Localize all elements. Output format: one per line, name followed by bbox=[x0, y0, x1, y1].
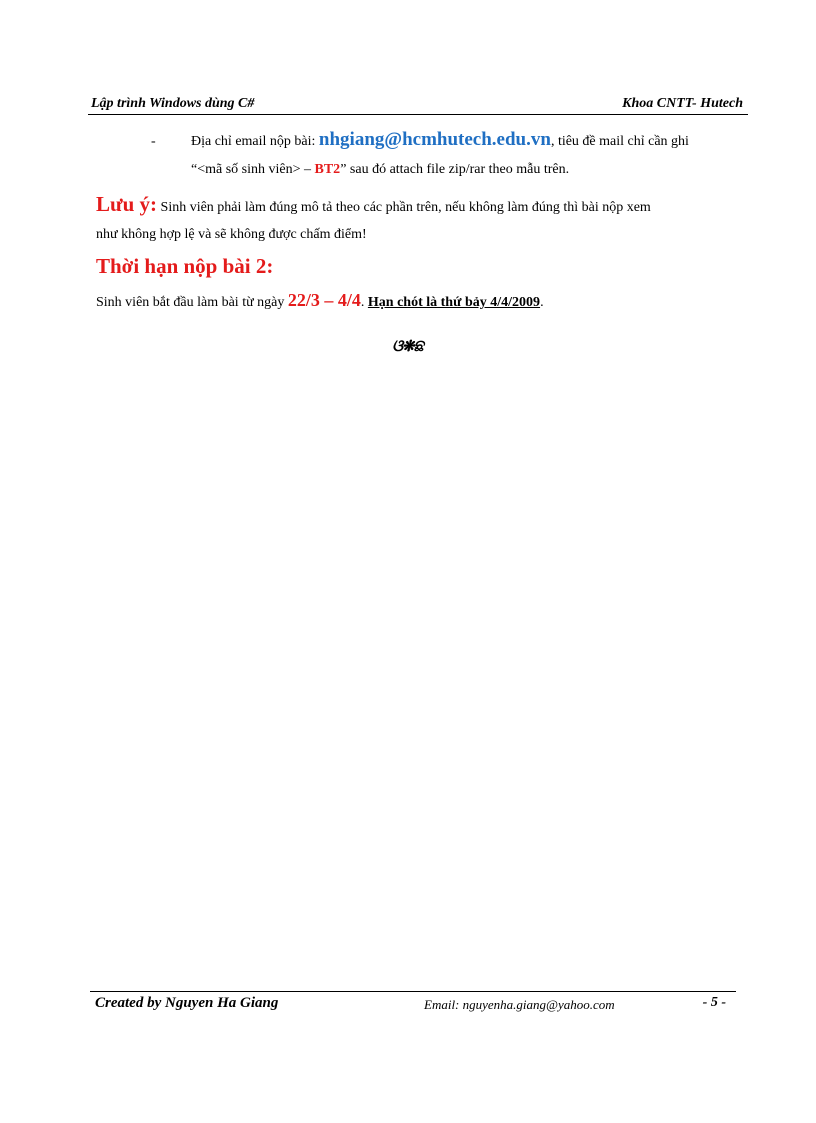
assignment-code: BT2 bbox=[314, 162, 341, 177]
footer-email: Email: nguyenha.giang@yahoo.com bbox=[424, 997, 615, 1012]
deadline-prefix: Sinh viên bắt đầu làm bài từ ngày bbox=[96, 295, 288, 310]
deadline-heading: Thời hạn nộp bài 2: bbox=[96, 254, 274, 278]
deadline-final-date: Hạn chót là thứ bảy 4/4/2009 bbox=[367, 295, 541, 310]
section-ornament: ଓ❋ଛ bbox=[392, 336, 423, 355]
deadline-end: . bbox=[540, 295, 544, 310]
page-number: - 5 - bbox=[702, 995, 726, 1010]
submission-email-line bbox=[191, 129, 745, 151]
note-text-1: Sinh viên phải làm đúng mô tả theo các phần trên, nếu không làm đúng thì bài nộp xem bbox=[157, 200, 651, 215]
deadline-separator: . bbox=[360, 295, 368, 310]
deadline-paragraph bbox=[96, 290, 544, 311]
bullet-dash: - bbox=[151, 134, 156, 149]
page-footer bbox=[90, 991, 736, 1016]
note-label: Lưu ý: bbox=[96, 192, 158, 216]
submission-email: nhgiang@hcmhutech.edu.vn bbox=[318, 129, 551, 150]
header-course-title: Lập trình Windows dùng C# bbox=[91, 96, 255, 111]
subject-suffix: ” sau đó attach file zip/rar theo mẫu trên. bbox=[340, 162, 570, 177]
email-suffix: , tiêu đề mail chỉ cần ghi bbox=[550, 134, 689, 149]
subject-instruction-line bbox=[191, 162, 569, 178]
note-paragraph bbox=[96, 192, 746, 217]
email-prefix: Địa chỉ email nộp bài: bbox=[191, 134, 319, 149]
header-department: Khoa CNTT- Hutech bbox=[622, 96, 743, 111]
note-text-2: như không hợp lệ và sẽ không được chấm điểm! bbox=[96, 227, 367, 242]
page-header bbox=[88, 94, 748, 115]
deadline-date-range: 22/3 – 4/4 bbox=[287, 290, 361, 310]
footer-author: Created by Nguyen Ha Giang bbox=[95, 995, 279, 1011]
subject-prefix: “<mã số sinh viên> – bbox=[191, 162, 315, 177]
